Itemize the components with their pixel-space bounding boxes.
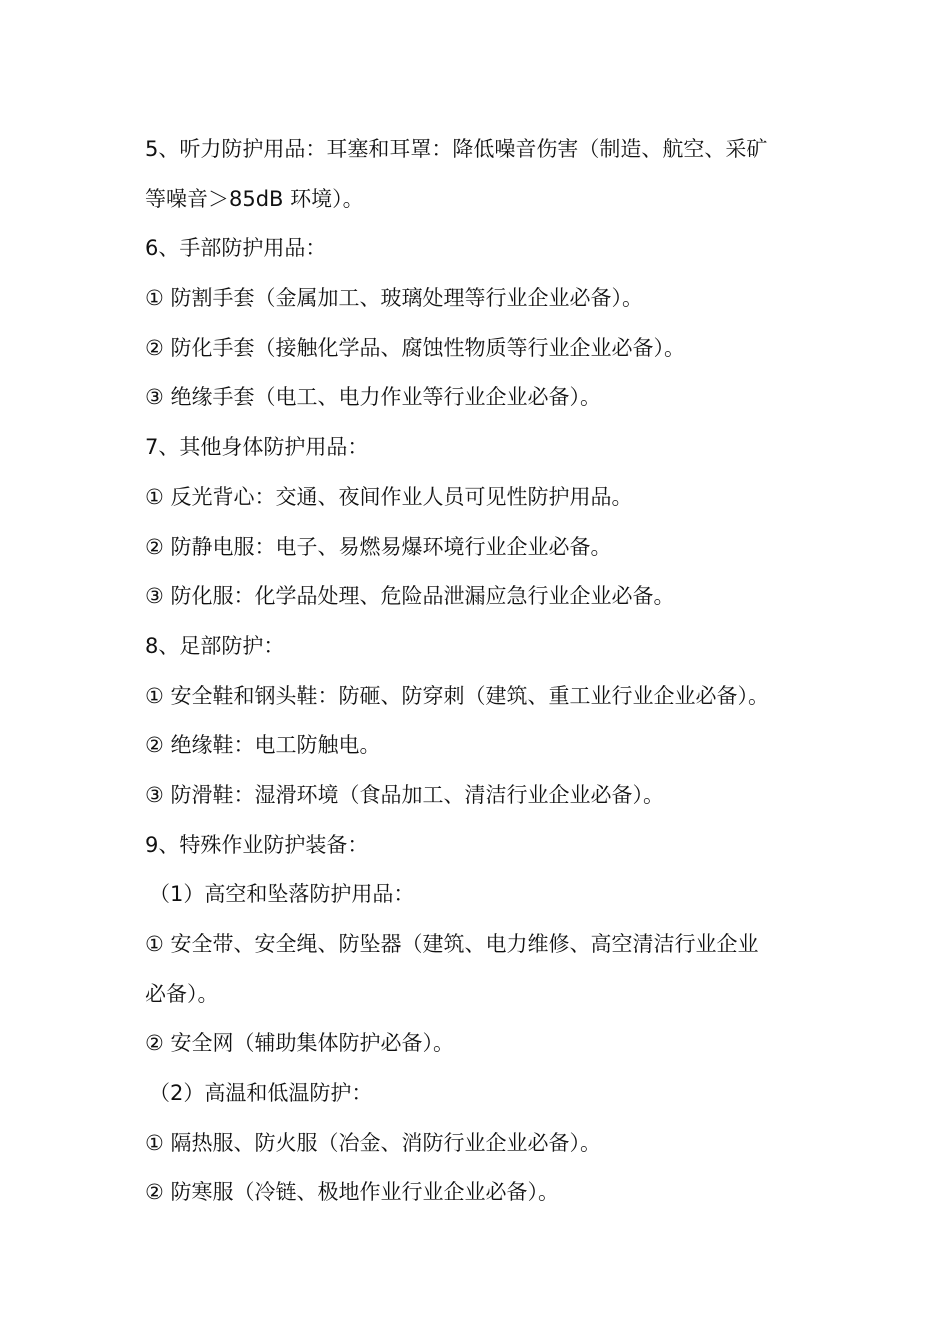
list-item: ② 绝缘鞋：电工防触电。 (145, 733, 381, 758)
section-heading: 9、特殊作业防护装备： (145, 832, 369, 857)
document-body (145, 125, 815, 1218)
list-item-continuation: 必备）。 (145, 981, 219, 1006)
list-item: ③ 绝缘手套（电工、电力作业等行业企业必备）。 (145, 385, 601, 410)
list-item: ① 隔热服、防火服（冶金、消防行业企业必备）。 (145, 1130, 601, 1155)
subsection-heading: （2）高温和低温防护： (149, 1081, 373, 1106)
list-item: ① 防割手套（金属加工、玻璃处理等行业企业必备）。 (145, 286, 643, 311)
text-line: 等噪音＞85dB 环境）。 (145, 186, 364, 211)
section-heading: 8、足部防护： (145, 633, 285, 658)
subsection-heading: （1）高空和坠落防护用品： (149, 882, 415, 907)
list-item: ② 安全网（辅助集体防护必备）。 (145, 1031, 455, 1056)
list-item: ③ 防滑鞋：湿滑环境（食品加工、清洁行业企业必备）。 (145, 782, 664, 807)
list-item: ② 防化手套（接触化学品、腐蚀性物质等行业企业必备）。 (145, 335, 685, 360)
list-item: ② 防静电服：电子、易燃易爆环境行业企业必备。 (145, 534, 612, 559)
list-item: ① 反光背心：交通、夜间作业人员可见性防护用品。 (145, 484, 633, 509)
section-heading: 7、其他身体防护用品： (145, 435, 369, 460)
text-line: 5、听力防护用品：耳塞和耳罩：降低噪音伤害（制造、航空、采矿 (145, 137, 768, 161)
list-item: ② 防寒服（冷链、极地作业行业企业必备）。 (145, 1180, 559, 1205)
list-item: ③ 防化服：化学品处理、危险品泄漏应急行业企业必备。 (145, 584, 675, 609)
section-heading: 6、手部防护用品： (145, 236, 327, 261)
list-item: ① 安全鞋和钢头鞋：防砸、防穿刺（建筑、重工业行业企业必备）。 (145, 683, 769, 708)
list-item: ① 安全带、安全绳、防坠器（建筑、电力维修、高空清洁行业企业 (145, 932, 759, 956)
